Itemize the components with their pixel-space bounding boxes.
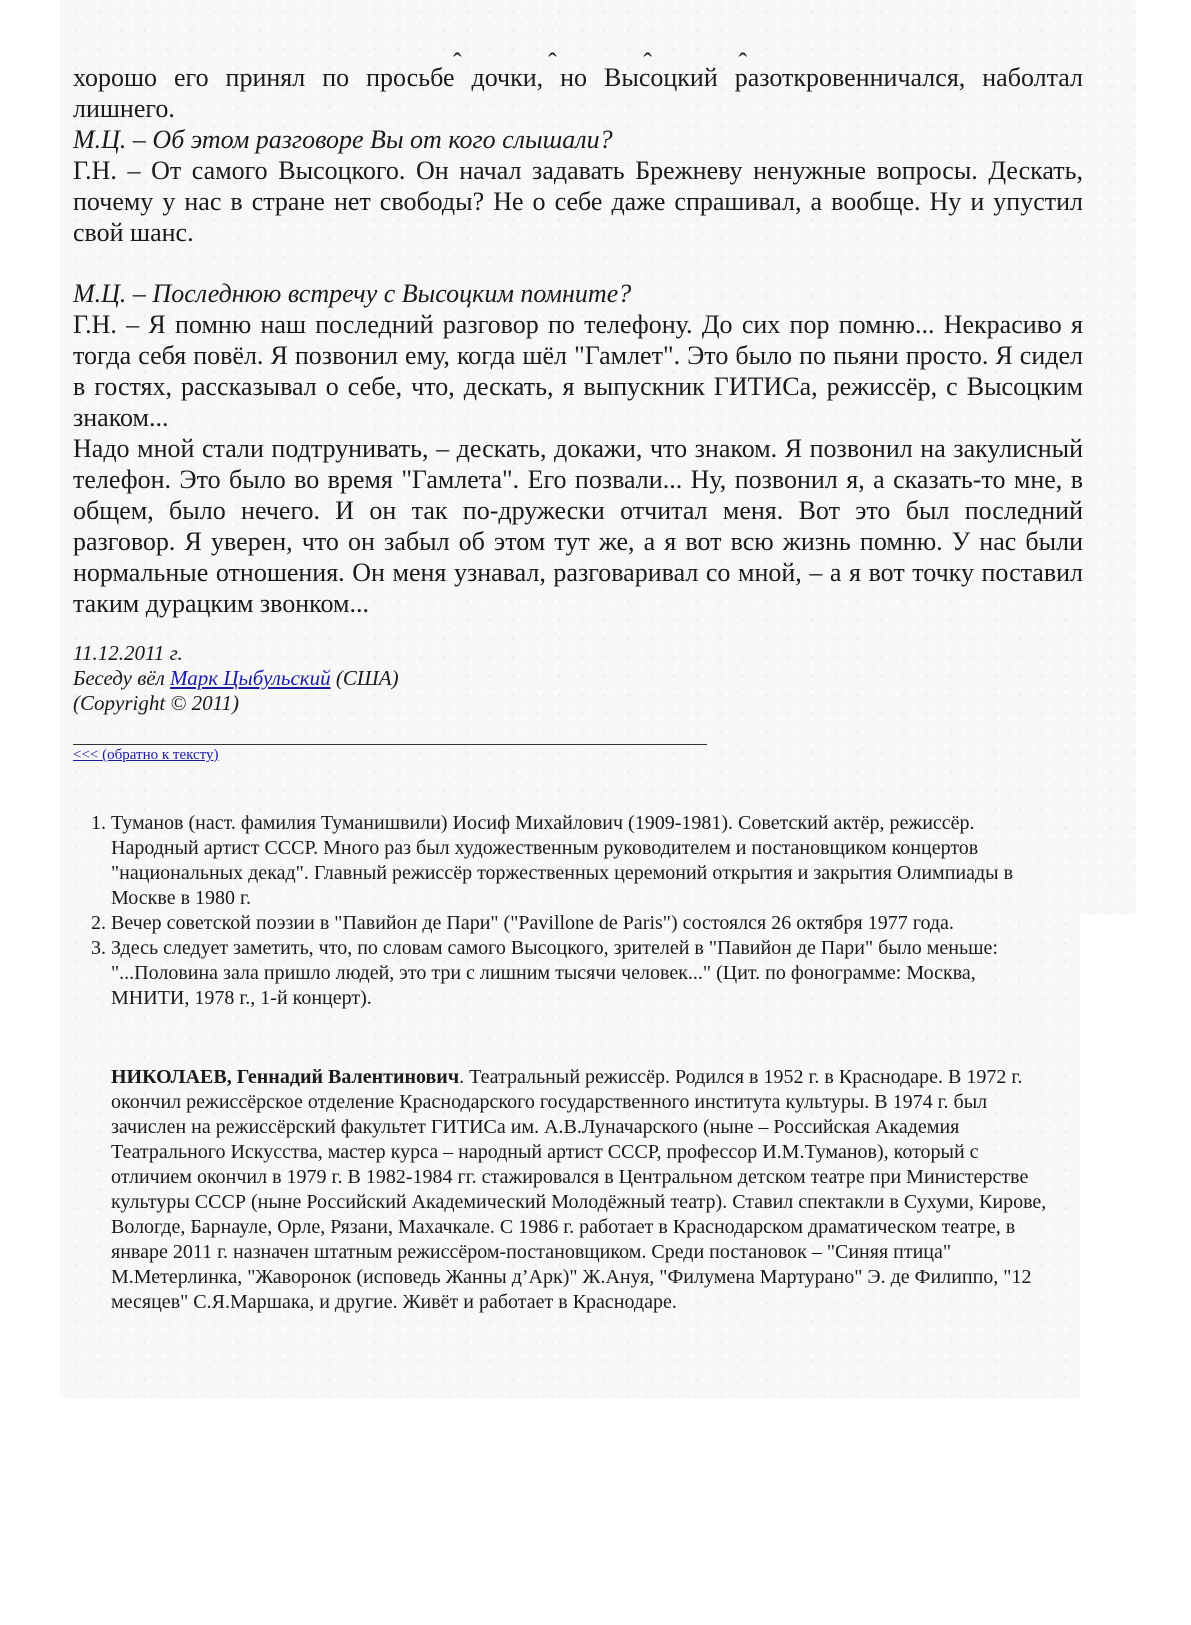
bio-text: . Театральный режиссёр. Родился в 1952 г. в Краснодаре. В 1972 г. окончил режиссёрское отделение Краснодарского государственного института культуры. В 1974 г. был зачислен на режиссёрский факультет ГИТИСа им. А.В.Луначарского (ныне – Российская Академия Театрального Искусства, мастер курса – народный артист СССР, профессор И.М.Туманов), который с отличием окончил в 1979 г. В 1982-1984 гг. стажировался в Центральном детском театре при Министерстве культуры СССР (ныне Российский Академический Молодёжный театр). Ставил спектакли в Сухуми, Кирове, Вологде, Барнауле, Орле, Рязани, Махачкале. С 1986 г. работает в Краснодарском драматическом театре, в январе 2011 г. назначен штатным режиссёром-постановщиком. Среди постановок – "Синяя птица" М.Метерлинка, "Жаворонок (исповедь Жанны д’Арк)" Ж.Ануя, "Филумена Мартурано" Э. де Филиппо, "12 месяцев" С.Я.Маршака, и другие. Живёт и работает в Краснодаре. (111, 1066, 1047, 1313)
answer-paragraph: хорошо его принял по просьбе дочки, но Высоцкий разоткровенничался, наболтал лишнего. (73, 63, 1083, 123)
bio-name: НИКОЛАЕВ, Геннадий Валентинович (111, 1066, 460, 1088)
footnotes-list (73, 811, 1041, 1011)
answer-paragraph: Надо мной стали подтрунивать, – дескать, докажи, что знаком. Я позвонил на закулисный телефон. Это было во время "Гамлета". Его позвали... Ну, позвонил я, а сказать-то мне, в общем, было нечего. И он так по-дружески отчитал меня. Вот это был последний разговор. Я уверен, что он забыл об этом тут же, а я вот всю жизнь помню. У нас были нормальные отношения. Он меня узнавал, разговаривал со мной, – а я вот точку поставил таким дурацким звонком... (73, 434, 1083, 618)
cut-off-text-fragment (453, 50, 1093, 58)
interviewer-link[interactable]: Марк Цыбульский (170, 666, 331, 690)
question-paragraph: М.Ц. – Об этом разговоре Вы от кого слышали? (73, 125, 613, 154)
interview-date: 11.12.2011 г. (73, 641, 183, 665)
interviewer-line (73, 666, 1083, 691)
answer-paragraph: Г.Н. – Я помню наш последний разговор по телефону. До сих пор помню... Некрасиво я тогда себя повёл. Я позвонил ему, когда шёл "Гамлет". Это было по пьяни просто. Я сидел в гостях, рассказывал о себе, что, дескать, я выпускник ГИТИСа, режиссёр, с Высоцким знаком... (73, 310, 1083, 432)
article-content (73, 62, 1083, 1315)
interviewer-prefix: Беседу вёл (73, 666, 171, 690)
author-bio (111, 1065, 1056, 1315)
copyright-line: (Copyright © 2011) (73, 691, 240, 715)
back-to-text-link[interactable]: <<< (обратно к тексту) (73, 747, 219, 763)
footnote-item: 2. Вечер советской поэзии в "Павийон де Пари" ("Pavillone de Paris") состоялся 26 октября 1977 года. (111, 911, 1041, 936)
paper-edge (1080, 915, 1140, 1405)
paragraph-gap (73, 248, 1083, 278)
question-paragraph: М.Ц. – Последнюю встречу с Высоцким помните? (73, 279, 632, 308)
interviewer-suffix: (США) (330, 666, 399, 690)
answer-paragraph: Г.Н. – От самого Высоцкого. Он начал задавать Брежневу ненужные вопросы. Дескать, почему у нас в стране нет свободы? Не о себе даже спрашивал, а вообще. Ну и упустил свой шанс. (73, 156, 1083, 247)
footnote-item: 1. Туманов (наст. фамилия Туманишвили) Иосиф Михайлович (1909-1981). Советский актёр, режиссёр. Народный артист СССР. Много раз был художественным руководителем и постановщиком концертов "национальных декад". Главный режиссёр торжественных церемоний открытия и закрытия Олимпиады в Москве в 1980 г. (111, 811, 1041, 911)
signature-block (73, 641, 1083, 716)
footnote-item: 3. Здесь следует заметить, что, по словам самого Высоцкого, зрителей в "Павийон де Пари" было меньше: "...Половина зала пришло людей, это три с лишним тысячи человек..." (Цит. по фонограмме: Москва, МНИТИ, 1978 г., 1-й концерт). (111, 936, 1041, 1011)
